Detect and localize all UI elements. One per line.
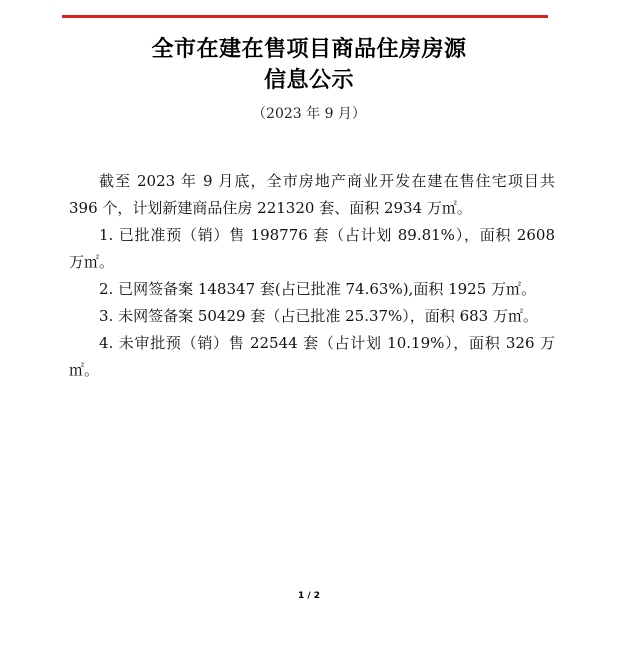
page-number: 1 / 2 xyxy=(297,591,321,601)
paragraph-item-3: 3. 未网签备案 50429 套（占已批准 25.37%），面积 683 万㎡。 xyxy=(99,307,538,325)
paragraph-item-1: 1. 已批准预（销）售 198776 套（占计划 89.81%），面积 2608 万㎡。 xyxy=(69,226,555,271)
document-title-line-2: 信息公示 xyxy=(263,68,354,93)
document-date: （2023 年 9 月） xyxy=(252,106,366,122)
paragraph-summary: 截至 2023 年 9 月底，全市房地产商业开发在建在售住宅项目共 396 个，计划新建商品住房 221320 套、面积 2934 万㎡。 xyxy=(69,172,555,217)
document-body xyxy=(69,168,555,384)
paragraph-item-4: 4. 未审批预（销）售 22544 套（占计划 10.19%），面积 326 万㎡。 xyxy=(69,334,555,379)
header-red-rule xyxy=(62,15,548,18)
paragraph-item-2: 2. 已网签备案 148347 套(占已批准 74.63%),面积 1925 万㎡。 xyxy=(99,280,537,298)
document-title-line-1: 全市在建在售项目商品住房房源 xyxy=(151,37,467,62)
